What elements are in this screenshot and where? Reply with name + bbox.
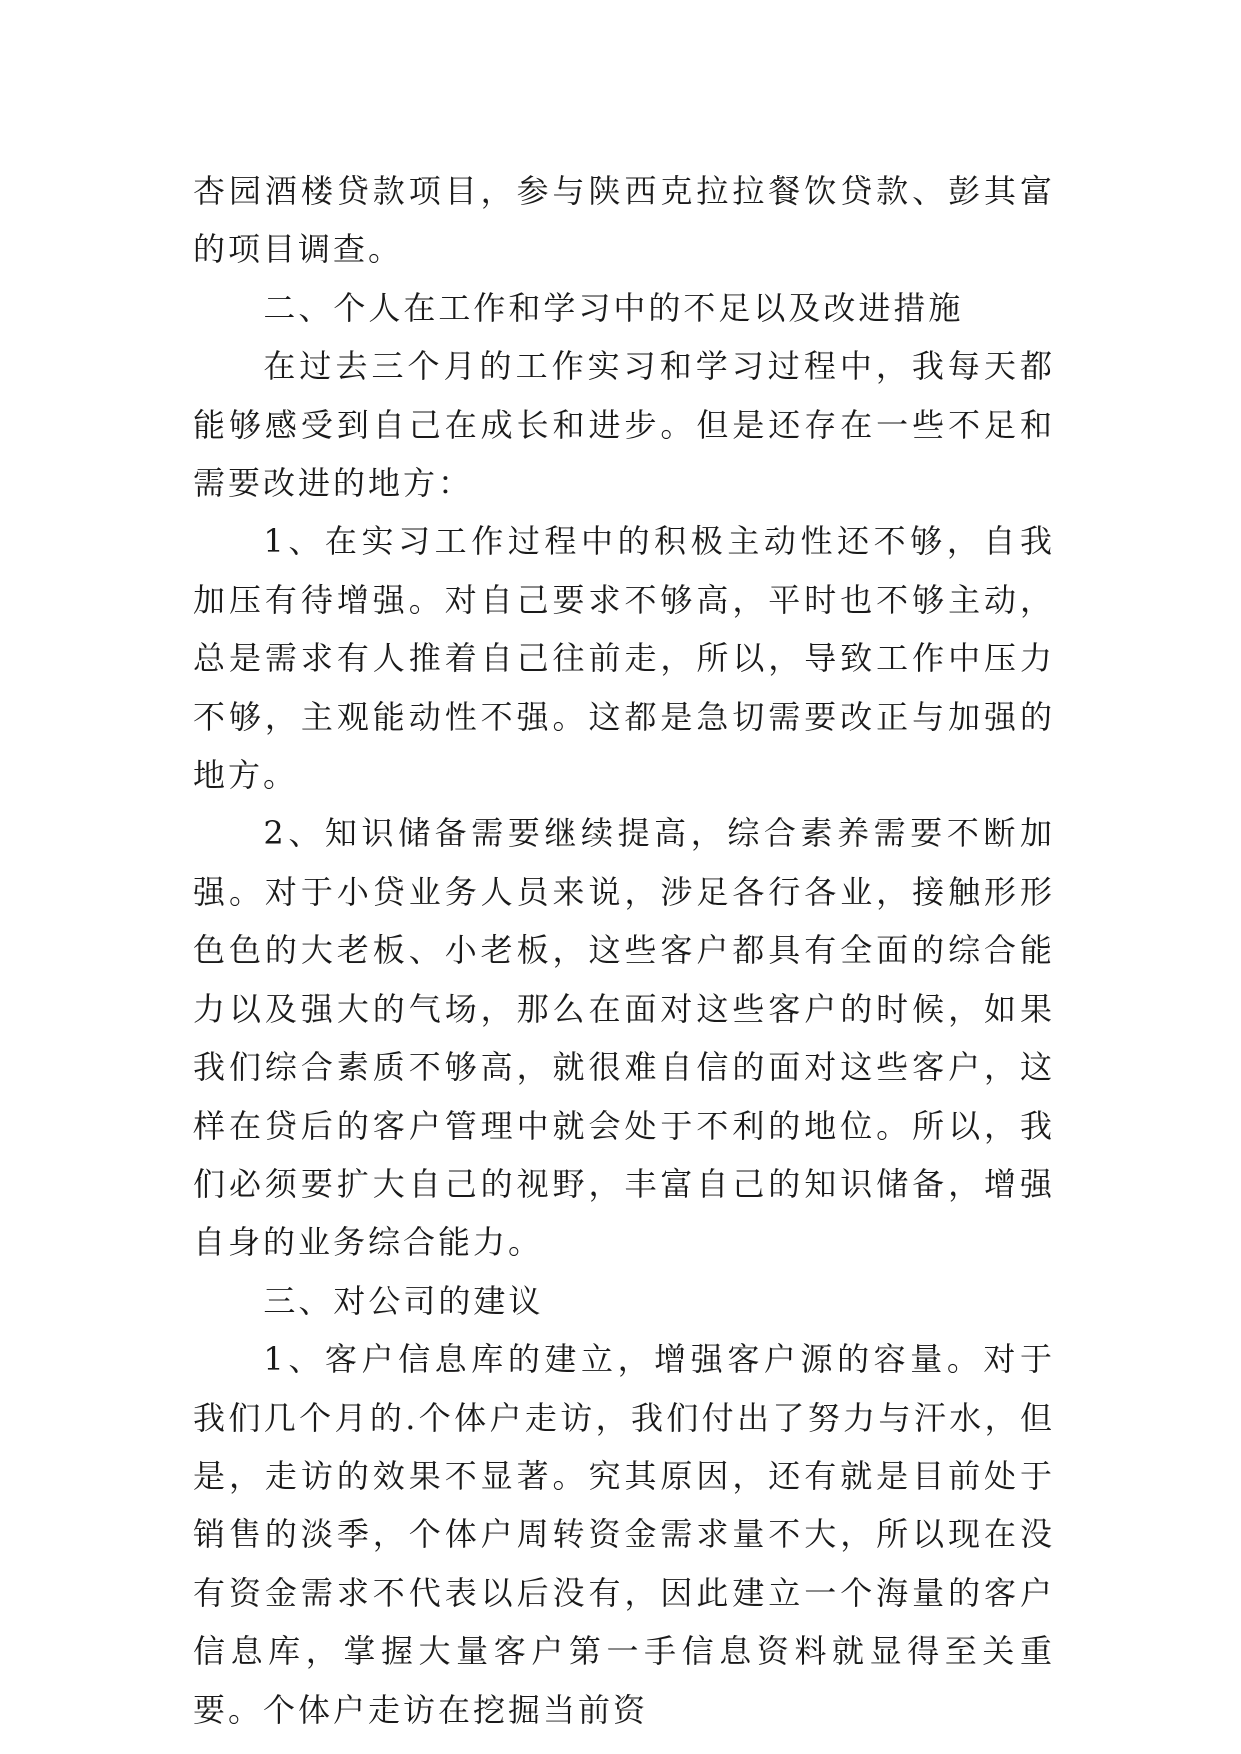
- paragraph-continuation: 杏园酒楼贷款项目，参与陕西克拉拉餐饮贷款、彭其富的项目调查。: [193, 172, 1055, 269]
- paragraph-shortcoming-1: 1、在实习工作过程中的积极主动性还不够，自我加压有待增强。对自己要求不够高，平时也不够主动，总是需求有人推着自己往前走，所以，导致工作中压力不够，主观能动性不强。这都是急切需要改正与加强的地方。: [193, 522, 1055, 795]
- document-body: [193, 162, 1055, 1739]
- section-heading-2: 二、个人在工作和学习中的不足以及改进措施: [263, 288, 964, 327]
- paragraph-shortcoming-2: 2、知识储备需要继续提高，综合素养需要不断加强。对于小贷业务人员来说，涉足各行各业，接触形形色色的大老板、小老板，这些客户都具有全面的综合能力以及强大的气场，那么在面对这些客户的时候，如果我们综合素质不够高，就很难自信的面对这些客户，这样在贷后的客户管理中就会处于不利的地位。所以，我们必须要扩大自己的视野，丰富自己的知识储备，增强自身的业务综合能力。: [193, 814, 1055, 1262]
- paragraph-suggestion-1: 1、客户信息库的建立，增强客户源的容量。对于我们几个月的.个体户走访，我们付出了努力与汗水，但是，走访的效果不显著。究其原因，还有就是目前处于销售的淡季，个体户周转资金需求量不大，所以现在没有资金需求不代表以后没有，因此建立一个海量的客户信息库，掌握大量客户第一手信息资料就显得至关重要。个体户走访在挖掘当前资: [193, 1340, 1055, 1729]
- paragraph-intro: 在过去三个月的工作实习和学习过程中，我每天都能够感受到自己在成长和进步。但是还存在一些不足和需要改进的地方：: [193, 347, 1055, 503]
- section-heading-3: 三、对公司的建议: [263, 1281, 544, 1320]
